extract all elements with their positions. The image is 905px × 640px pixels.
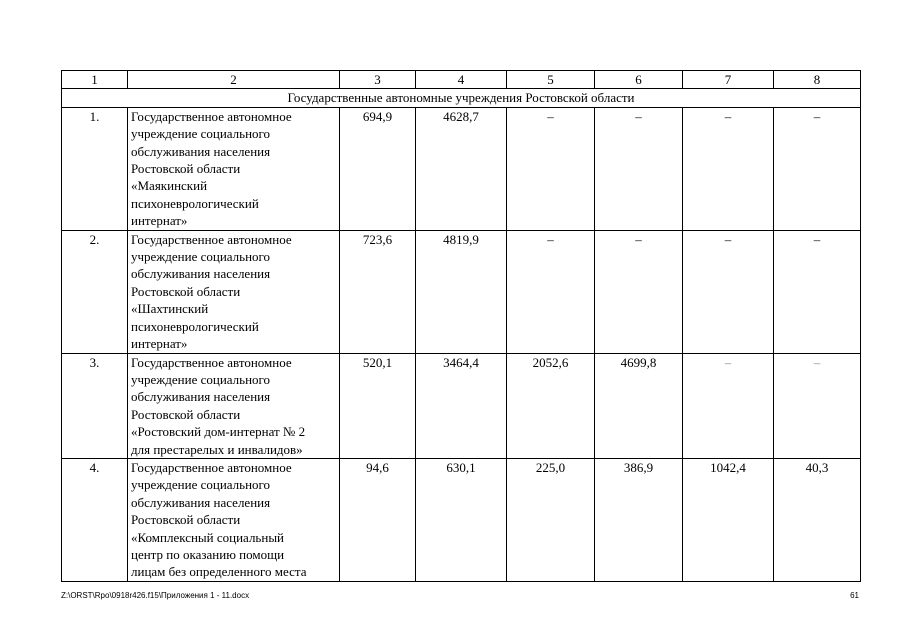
- footer-file-path: Z:\ORST\Rpo\0918r426.f15\Приложения 1 - 11.docx: [61, 591, 250, 600]
- name-line: центр по оказанию помощи: [131, 546, 285, 562]
- name-line: обслуживания населения: [131, 389, 271, 405]
- name-line: для престарелых и инвалидов»: [131, 441, 303, 457]
- column-number-3: 3: [340, 71, 416, 89]
- value-col-4: 630,1: [416, 458, 507, 581]
- name-line: Государственное автономное: [131, 459, 292, 475]
- name-line: Ростовской области: [131, 161, 241, 177]
- column-number-5: 5: [507, 71, 595, 89]
- value-col-6: –: [595, 107, 683, 230]
- institution-name: [128, 107, 340, 230]
- value-col-7: –: [683, 353, 774, 458]
- value-col-7: –: [683, 107, 774, 230]
- value-col-6: –: [595, 230, 683, 353]
- value-col-8: –: [774, 107, 861, 230]
- table-row: [62, 353, 861, 458]
- name-line: учреждение социального: [131, 249, 271, 265]
- value-col-5: 225,0: [507, 458, 595, 581]
- value-col-3: 723,6: [340, 230, 416, 353]
- value-col-6: 386,9: [595, 458, 683, 581]
- name-line: учреждение социального: [131, 477, 271, 493]
- name-line: «Шахтинский: [131, 301, 209, 317]
- row-number: 1.: [62, 107, 128, 230]
- name-line: Государственное автономное: [131, 108, 292, 124]
- name-line: психоневрологический: [131, 318, 259, 334]
- row-number: 4.: [62, 458, 128, 581]
- name-line: Государственное автономное: [131, 354, 292, 370]
- name-line: интернат»: [131, 213, 188, 229]
- value-col-7: 1042,4: [683, 458, 774, 581]
- page-number: 61: [850, 591, 859, 600]
- row-number: 3.: [62, 353, 128, 458]
- name-line: интернат»: [131, 336, 188, 352]
- name-line: учреждение социального: [131, 371, 271, 387]
- value-col-6: 4699,8: [595, 353, 683, 458]
- institution-name: [128, 230, 340, 353]
- column-number-7: 7: [683, 71, 774, 89]
- name-line: «Маякинский: [131, 178, 208, 194]
- institution-name: [128, 353, 340, 458]
- value-col-4: 3464,4: [416, 353, 507, 458]
- value-col-5: –: [507, 107, 595, 230]
- section-title: Государственные автономные учреждения Ростовской области: [62, 89, 861, 107]
- column-number-4: 4: [416, 71, 507, 89]
- value-col-3: 520,1: [340, 353, 416, 458]
- appendix-table: [61, 70, 861, 582]
- institution-name: [128, 458, 340, 581]
- name-line: учреждение социального: [131, 126, 271, 142]
- table-row: [62, 230, 861, 353]
- value-col-7: –: [683, 230, 774, 353]
- value-col-4: 4628,7: [416, 107, 507, 230]
- table-row: [62, 107, 861, 230]
- value-col-3: 694,9: [340, 107, 416, 230]
- table-row: [62, 458, 861, 581]
- name-line: Ростовской области: [131, 406, 241, 422]
- column-number-1: 1: [62, 71, 128, 89]
- name-line: лицам без определенного места: [131, 564, 307, 580]
- name-line: Ростовской области: [131, 512, 241, 528]
- section-header-row: [62, 89, 861, 107]
- column-number-6: 6: [595, 71, 683, 89]
- value-col-8: 40,3: [774, 458, 861, 581]
- name-line: Государственное автономное: [131, 231, 292, 247]
- value-col-4: 4819,9: [416, 230, 507, 353]
- column-number-2: 2: [128, 71, 340, 89]
- name-line: «Комплексный социальный: [131, 529, 285, 545]
- value-col-8: –: [774, 230, 861, 353]
- name-line: обслуживания населения: [131, 266, 271, 282]
- value-col-5: 2052,6: [507, 353, 595, 458]
- value-col-5: –: [507, 230, 595, 353]
- value-col-8: –: [774, 353, 861, 458]
- row-number: 2.: [62, 230, 128, 353]
- value-col-3: 94,6: [340, 458, 416, 581]
- name-line: обслуживания населения: [131, 143, 271, 159]
- column-number-8: 8: [774, 71, 861, 89]
- column-number-row: [62, 71, 861, 89]
- name-line: обслуживания населения: [131, 494, 271, 510]
- name-line: «Ростовский дом-интернат № 2: [131, 424, 306, 440]
- name-line: психоневрологический: [131, 195, 259, 211]
- name-line: Ростовской области: [131, 283, 241, 299]
